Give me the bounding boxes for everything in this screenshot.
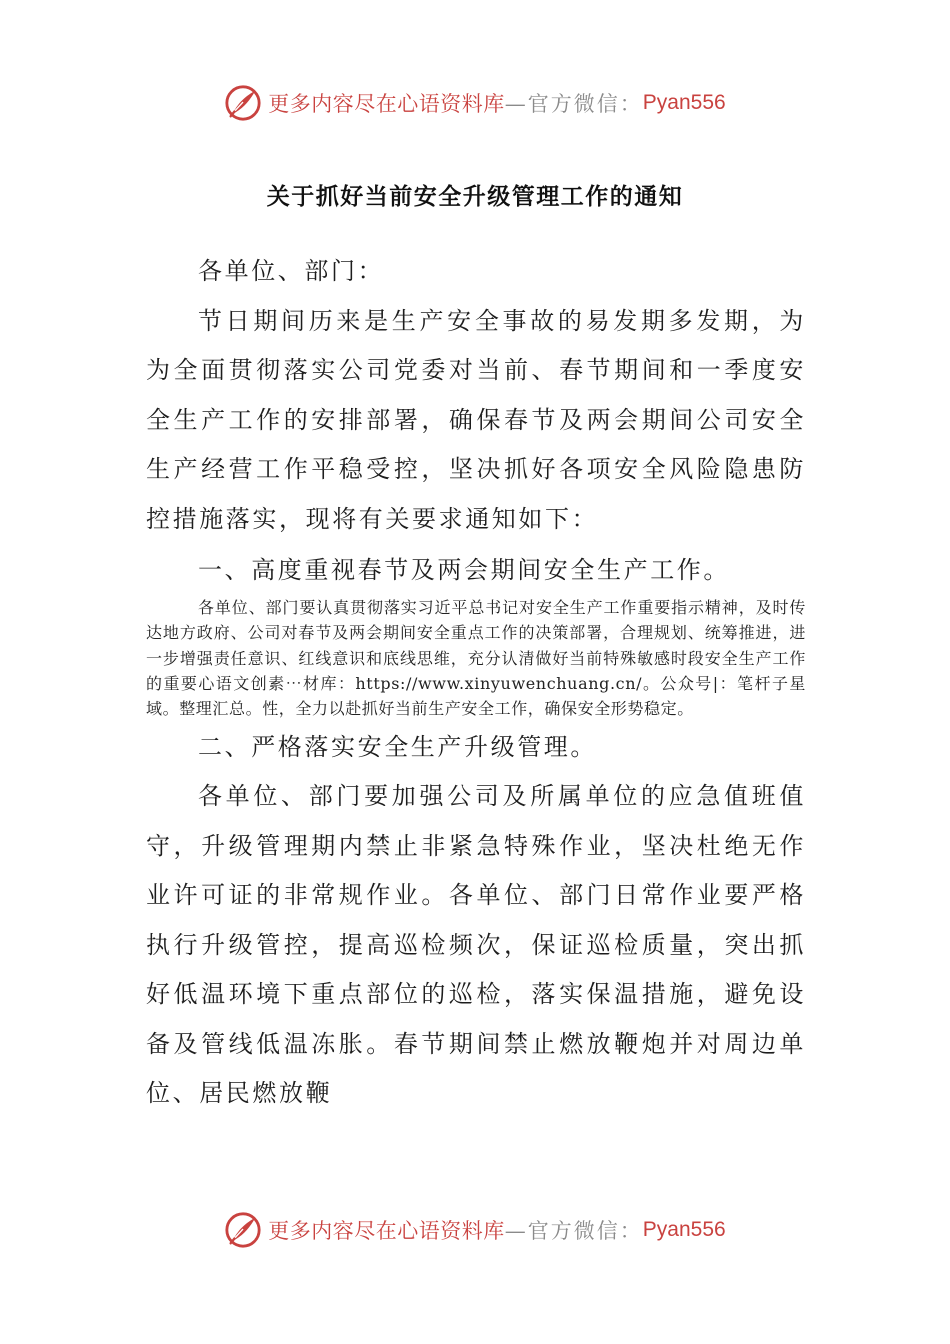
- section-1-body: 各单位、部门要认真贯彻落实习近平总书记对安全生产工作重要指示精神，及时传达地方政府、公司对春节及两会期间安全重点工作的决策部署，合理规划、统筹推进，进一步增强责任意识、红线意识和底线思维，充分认清做好当前特殊敏感时段安全生产工作的重要心语文创素⋯材库：https://www.xinyuwenchuang.cn/。公众号|：笔杆子星域。整理汇总。性，全力以赴抓好当前生产安全工作，确保安全形势稳定。: [146, 598, 806, 719]
- footer-watermark-banner: [0, 1207, 950, 1253]
- banner-wechat-id: Pyan556: [642, 91, 726, 114]
- section-1-heading: 一、高度重视春节及两会期间安全生产工作。: [198, 556, 730, 584]
- document-title: 关于抓好当前安全升级管理工作的通知: [266, 183, 684, 210]
- quill-logo-icon: [224, 84, 262, 122]
- banner-site-text: 更多内容尽在心语资料库: [268, 1219, 505, 1243]
- section-2-heading: 二、严格落实安全生产升级管理。: [198, 733, 597, 762]
- document-body: [146, 247, 806, 1119]
- quill-logo-icon: [224, 1211, 262, 1249]
- banner-wechat-label: —官方微信：: [504, 1219, 643, 1243]
- intro-paragraph: 节日期间历来是生产安全事故的易发期多发期，为为全面贯彻落实公司党委对当前、春节期间和一季度安全生产工作的安排部署，确保春节及两会期间公司安全生产经营工作平稳受控，坚决抓好各项安全风险隐患防控措施落实，现将有关要求通知如下：: [146, 306, 806, 533]
- salutation: 各单位、部门：: [198, 257, 385, 285]
- banner-wechat-id: Pyan556: [642, 1218, 726, 1241]
- banner-wechat-label: —官方微信：: [504, 92, 643, 116]
- banner-site-text: 更多内容尽在心语资料库: [268, 92, 505, 116]
- section-2-body: 各单位、部门要加强公司及所属单位的应急值班值守，升级管理期内禁止非紧急特殊作业，坚决杜绝无作业许可证的非常规作业。各单位、部门日常作业要严格执行升级管控，提高巡检频次，保证巡检质量，突出抓好低温环境下重点部位的巡检，落实保温措施，避免设备及管线低温冻胀。春节期间禁止燃放鞭炮并对周边单位、居民燃放鞭: [146, 782, 806, 1108]
- header-watermark-banner: [0, 80, 950, 126]
